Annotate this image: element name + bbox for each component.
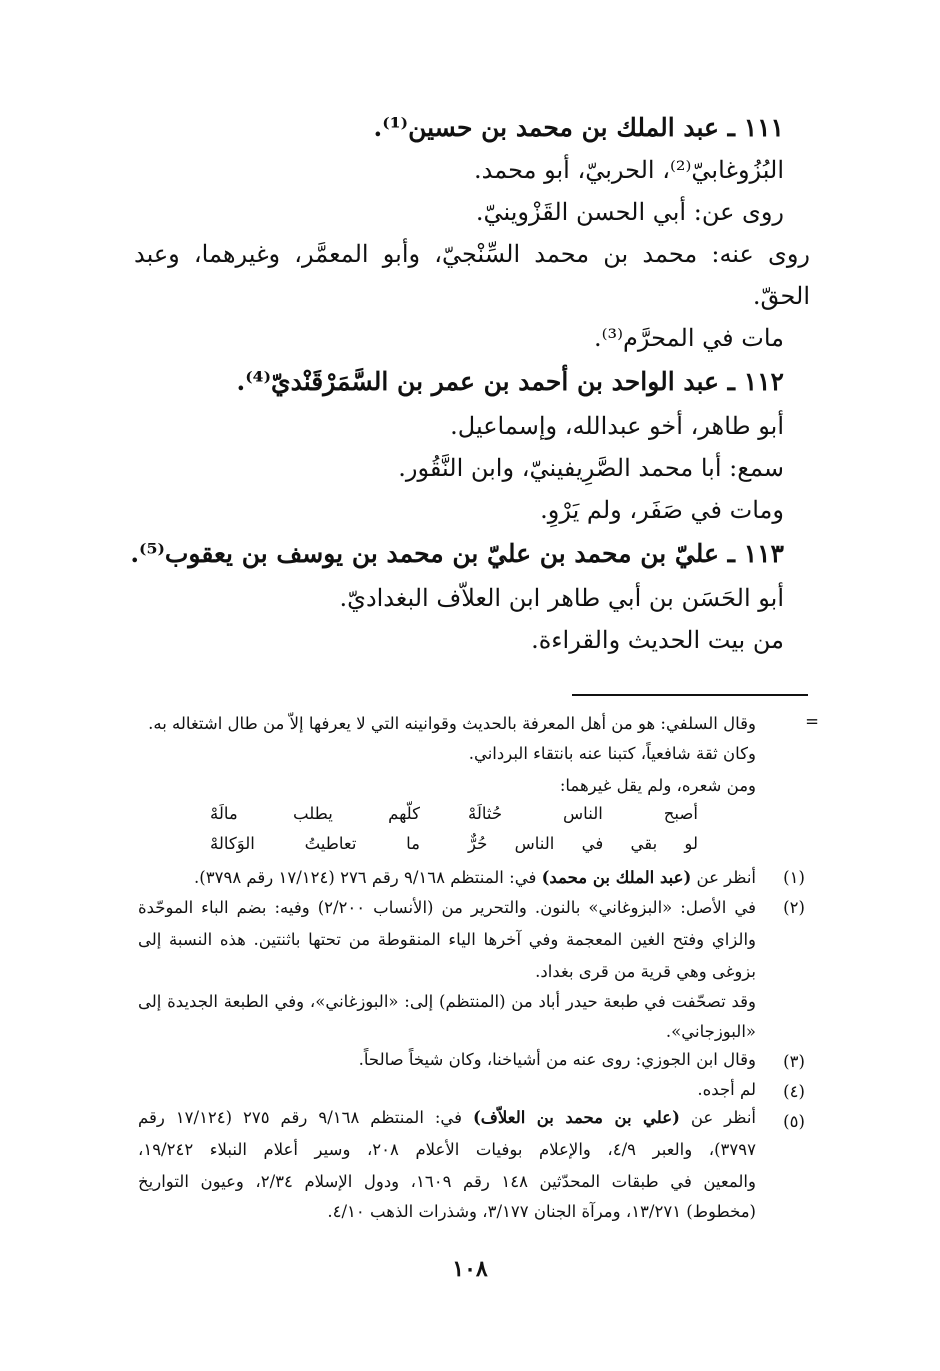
footnote-cont-line-1: وقال السلفي: هو من أهل المعرفة بالحديث وقوانينه التي لا يعرفها إلاّ من طال اشتغاله به. [148,714,756,733]
footnote-2-line-4: وقد تصحّفت في طبعة حيدر أباد من (المنتظم) إلى: «البوزغاني»، وفي الطبعة الجديدة إلى [138,992,756,1011]
footnote-5-line-1: أنظر عن (علي بن محمد بن العلاّف) في: المنتظم ٩/١٦٨ رقم ٢٧٥ (١٧/١٢٤ رقم [138,1108,756,1127]
footnote-4-line-1: لم أجده. [697,1080,756,1099]
footnote-2-line-3: بزوغى وهي قرية من قرى بغداد. [535,962,756,981]
footnote-2-number: (٢) [783,898,805,917]
entry-112-heading: ١١٢ ـ عبد الواحد بن أحمد بن عمر بن السَّمَرْقَنْديّ⁽⁴⁾. [236,367,784,396]
footnote-1-number: (١) [783,868,805,887]
footnote-cont-line-2: وكان ثقة شافعياً، كتبنا عنه بانتقاء البرداني. [468,744,756,763]
footnote-1-bold: (عبد الملك بن محمد) [541,868,692,887]
entry-111-line-4: الحقّ. [752,282,810,310]
footnote-2-line-1: في الأصل: «البزوغاني» بالنون. والتحرير من (الأنساب ٢/٢٠٠) وفيه: بضم الباء الموحّدة [138,898,756,917]
entry-111-heading: ١١١ ـ عبد الملك بن محمد بن حسين⁽¹⁾. [373,113,784,142]
footnote-4-number: (٤) [783,1082,805,1101]
poem-verse-1-first: أصبح الناس حُثالَهْ [468,804,698,823]
entry-112-line-2: سمع: أبا محمد الصَّرِيفينيّ، وابن النَّقُور. [398,454,784,482]
footnote-3-number: (٣) [783,1052,805,1071]
poem-verse-2-first: لو بقي في الناس حُرٌّ [468,834,698,853]
poem-verse-1-second: كلّهم يطلب مالَهْ [210,804,420,823]
footnote-5-line-3: والمعين في طبقات المحدّثين ١٤٨ رقم ١٦٠٩، ودول الإسلام ٢/٣٤، وعيون التواريخ [138,1172,756,1191]
entry-112-line-1: أبو طاهر، أخو عبدالله، وإسماعيل. [450,412,784,440]
footnote-5-line-2: ٣٧٩٧)، والعبر ٤/٩، والإعلام بوفيات الأعلام ٢٠٨، وسير أعلام النبلاء ١٩/٢٤٢، [138,1140,756,1159]
footnote-3-line-1: وقال ابن الجوزي: روى عنه من أشياخنا، وكان شيخاً صالحاً. [358,1050,756,1069]
footnote-2-line-5: «البوزجاني». [665,1022,756,1041]
poem-verse-2-second: ما تعاطيتُ الوَكالهْ [210,834,420,853]
footnote-5-bold: (علي بن محمد بن العلاّف) [472,1108,680,1127]
footnote-cont-line-3: ومن شعره، ولم يقل غيرهما: [559,776,756,795]
entry-111-line-1: البُزُوغابيّ⁽²⁾، الحربيّ، أبو محمد. [474,156,784,184]
footnote-1-text: أنظر عن (عبد الملك بن محمد) في: المنتظم ٩/١٦٨ رقم ٢٧٦ (١٧/١٢٤ رقم ٣٧٩٨). [194,868,756,887]
page-number: ١٠٨ [452,1256,488,1282]
footnote-continuation-marker: = [805,712,819,731]
entry-111-line-3: روى عنه: محمد بن محمد السِّنْجيّ، وأبو المعمَّر، وغيرهما، وعبد [134,240,810,268]
entry-113-line-2: من بيت الحديث والقراءة. [531,626,784,654]
entry-111-line-2: روى عن: أبي الحسن القَزْوينيّ. [475,198,784,226]
entry-113-heading: ١١٣ ـ عليّ بن محمد بن عليّ بن محمد بن يوسف بن يعقوب⁽⁵⁾. [130,539,784,568]
footnote-2-line-2: والزاي وفتح الغين المعجمة وفي آخرها الياء المنقوطة من تحتها باثنتين. هذه النسبة إلى [138,930,756,949]
footnote-separator [572,694,808,696]
entry-113-line-1: أبو الحَسَن بن أبي طاهر ابن العلاّف البغداديّ. [339,584,784,612]
footnote-5-number: (٥) [783,1112,805,1131]
entry-112-line-3: ومات في صَفَر، ولم يَرْوِ. [540,496,784,524]
entry-111-line-5: مات في المحرَّم⁽³⁾. [594,324,784,352]
footnote-5-line-4: (مخطوط) ١٣/٢٧١، ومرآة الجنان ٣/١٧٧، وشذرات الذهب ٤/١٠. [327,1202,756,1221]
